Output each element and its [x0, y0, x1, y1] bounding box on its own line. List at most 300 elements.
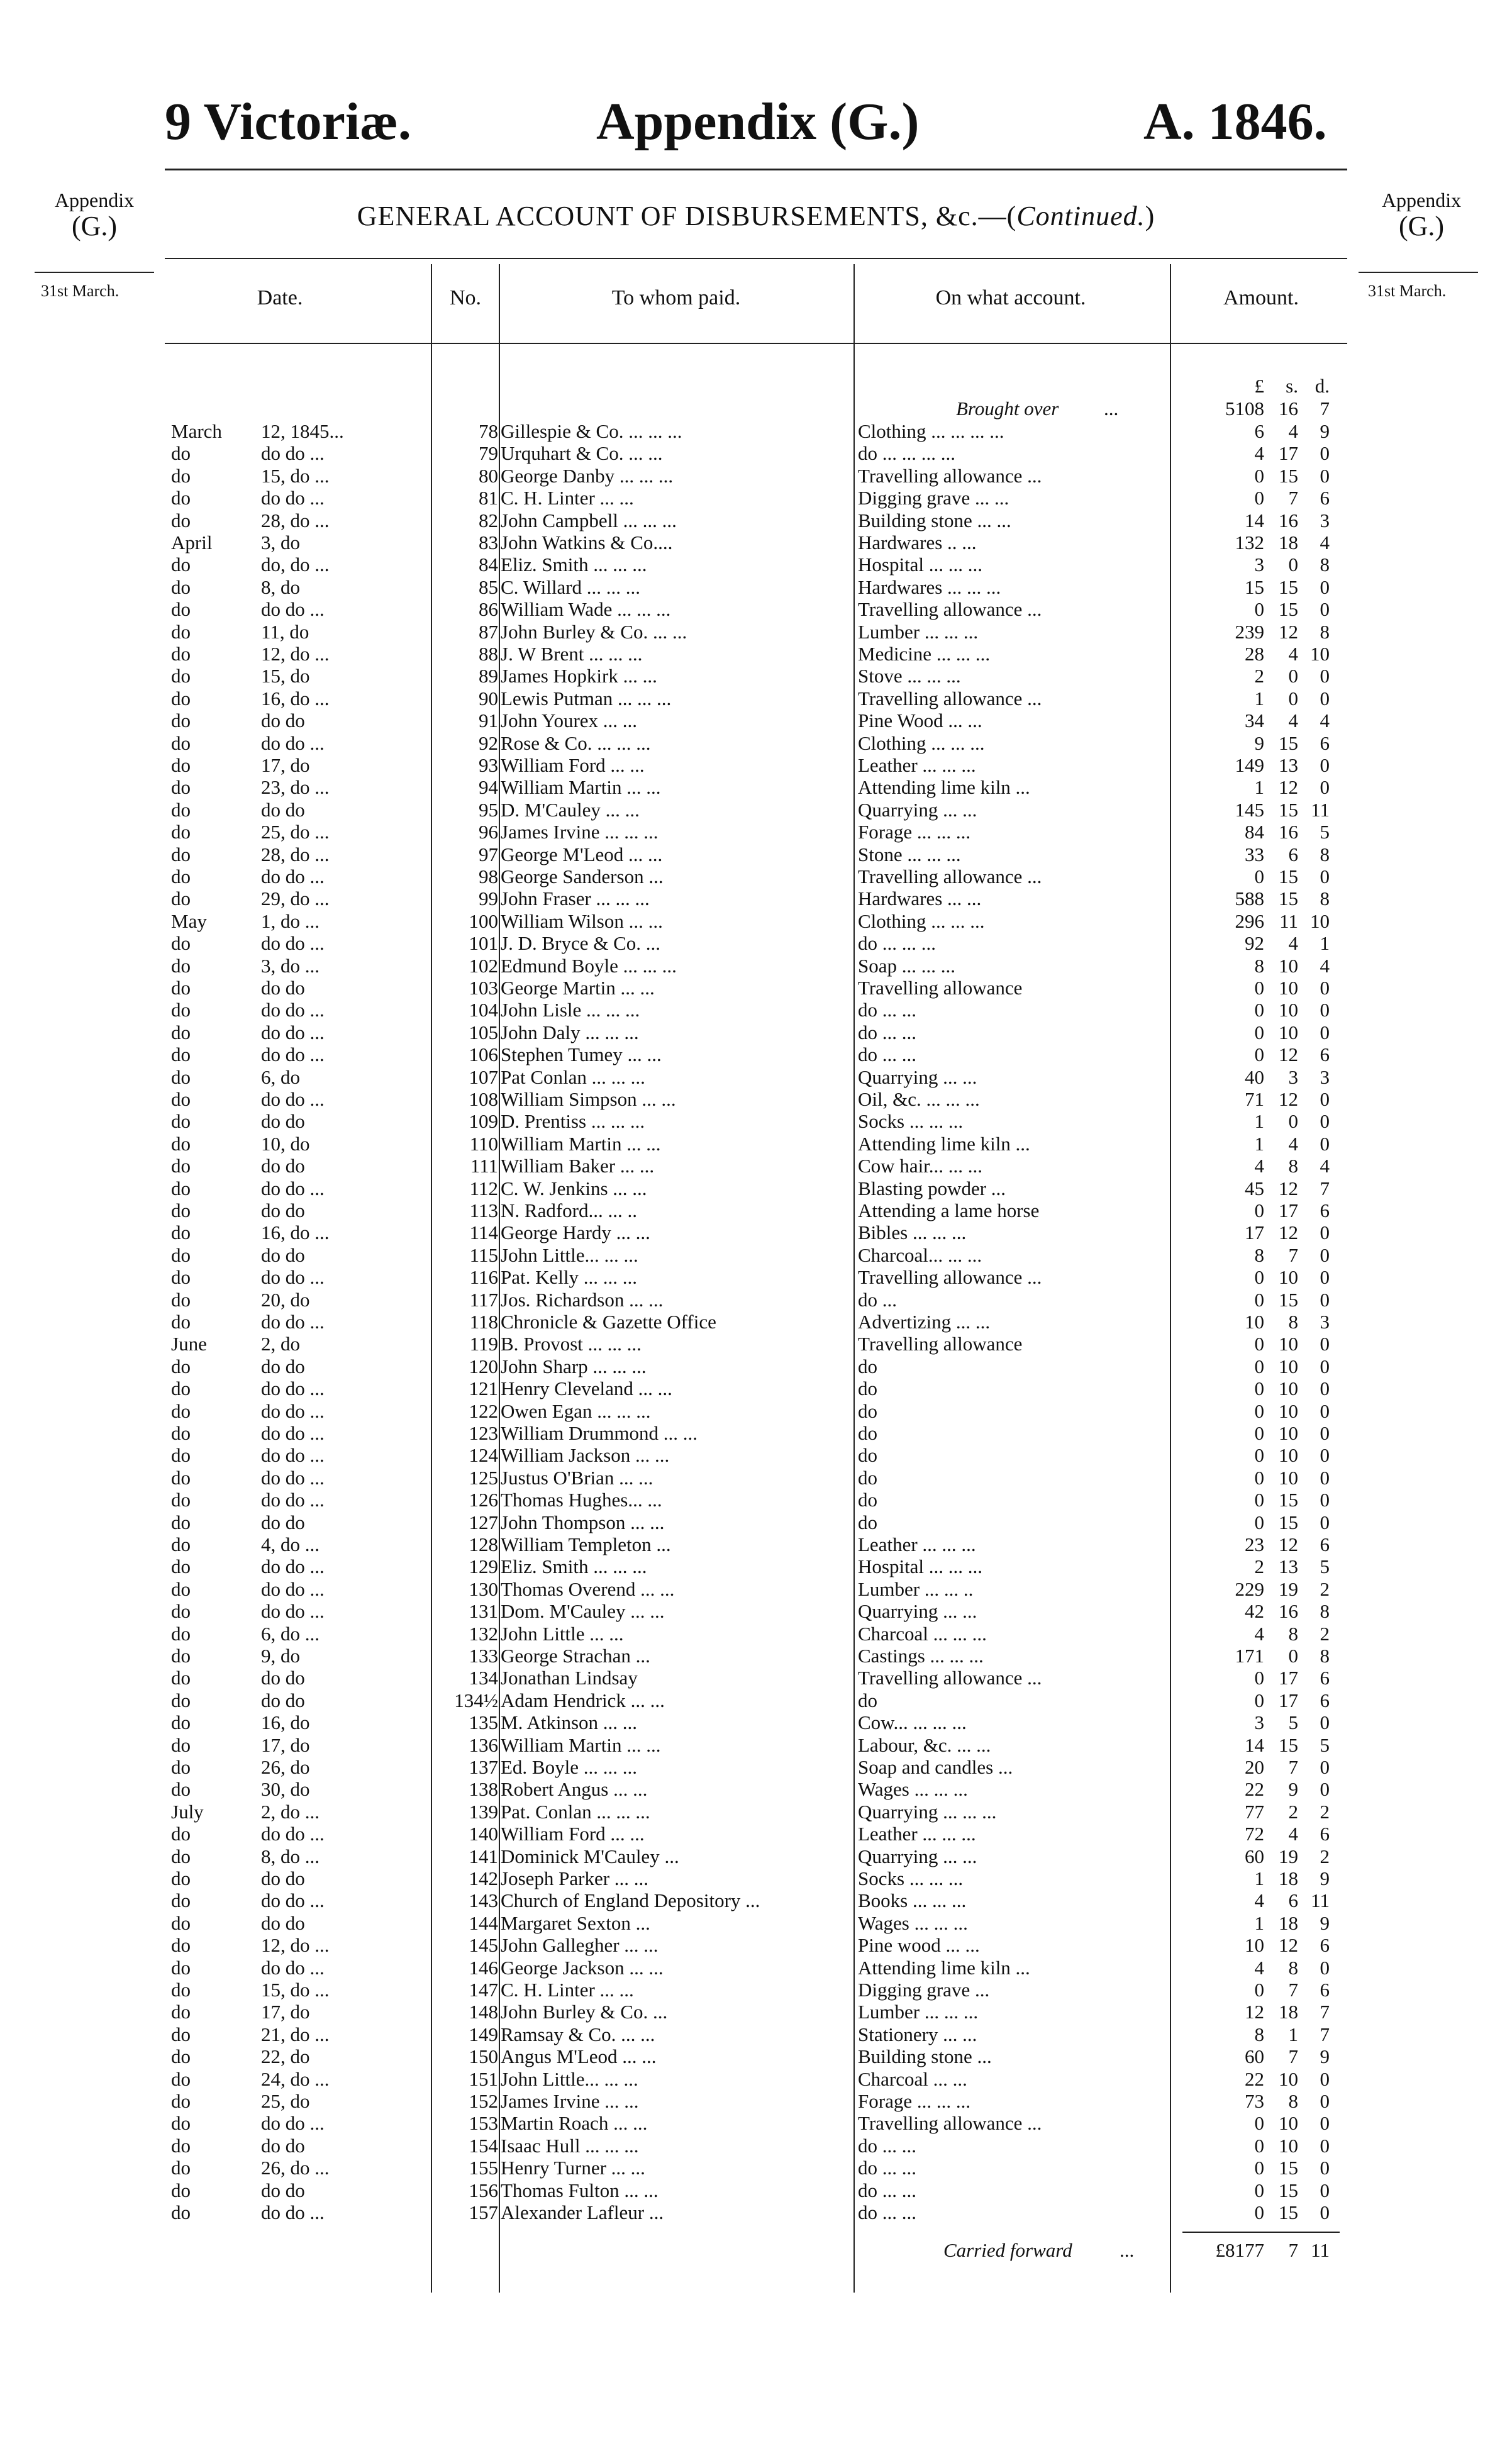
row-month: do	[171, 665, 191, 687]
row-account: do	[858, 1489, 877, 1511]
row-number: 81	[479, 487, 498, 509]
row-payee: William Martin ... ...	[501, 1733, 661, 1756]
row-account: Attending lime kiln ...	[858, 1956, 1030, 1979]
table-row	[0, 821, 1512, 843]
table-row	[0, 1979, 1512, 2001]
row-pence: 0	[1320, 1466, 1330, 1489]
row-pence: 0	[1320, 2090, 1330, 2112]
row-month: do	[171, 1243, 191, 1266]
row-account: Quarrying ... ...	[858, 1065, 977, 1088]
row-account: Charcoal ... ...	[858, 2067, 967, 2090]
row-month: do	[171, 464, 191, 487]
row-shillings: 4	[1288, 932, 1298, 955]
row-pence: 10	[1310, 643, 1330, 665]
table-row	[0, 1934, 1512, 1956]
row-pence: 5	[1320, 821, 1330, 843]
row-number: 140	[469, 1823, 498, 1845]
row-account: Leather ... ... ...	[858, 1533, 976, 1555]
row-number: 142	[469, 1867, 498, 1889]
row-number: 110	[469, 1132, 498, 1155]
row-month: do	[171, 442, 191, 465]
row-day: do do	[261, 2134, 305, 2157]
row-pence: 0	[1320, 1377, 1330, 1400]
row-number: 119	[469, 1333, 498, 1355]
row-account: Bibles ... ... ...	[858, 1221, 967, 1244]
row-pence: 0	[1320, 1756, 1330, 1778]
row-shillings: 4	[1288, 1132, 1298, 1155]
row-account: do ...	[858, 1288, 897, 1311]
row-pounds: 8	[1254, 2023, 1264, 2045]
row-pence: 8	[1320, 1600, 1330, 1623]
row-number: 120	[469, 1355, 498, 1377]
row-payee: James Hopkirk ... ...	[501, 665, 657, 687]
row-month: do	[171, 598, 191, 621]
side-rule-right	[1359, 272, 1478, 273]
row-number: 83	[479, 531, 498, 553]
row-account: Hospital ... ... ...	[858, 1555, 983, 1578]
row-pence: 8	[1320, 887, 1330, 910]
row-day: 15, do	[261, 665, 310, 687]
currency-pence-label: d.	[1315, 375, 1330, 397]
side-date-left: 31st March.	[41, 282, 120, 300]
row-shillings: 7	[1288, 1243, 1298, 1266]
row-account: do ... ... ... ...	[858, 442, 955, 465]
row-pence: 0	[1320, 1110, 1330, 1133]
column-header-amount: Amount.	[1223, 286, 1299, 309]
side-date-right: 31st March.	[1368, 282, 1447, 300]
row-payee: James Irvine ... ...	[501, 2090, 639, 2112]
row-shillings: 18	[1279, 1867, 1298, 1889]
row-payee: Rose & Co. ... ... ...	[501, 731, 651, 754]
row-month: do	[171, 1021, 191, 1043]
row-payee: Eliz. Smith ... ... ...	[501, 553, 647, 576]
table-row	[0, 1889, 1512, 1911]
row-pence: 0	[1320, 977, 1330, 999]
row-payee: C. W. Jenkins ... ...	[501, 1177, 647, 1199]
page-title	[0, 200, 1512, 232]
row-shillings: 19	[1279, 1845, 1298, 1867]
row-day: do do ...	[261, 1088, 325, 1110]
row-shillings: 15	[1279, 575, 1298, 598]
column-header-no: No.	[449, 286, 482, 309]
row-pounds: 0	[1254, 1021, 1264, 1043]
row-pence: 0	[1320, 687, 1330, 709]
row-day: 16, do	[261, 1711, 310, 1734]
row-pence: 2	[1320, 1622, 1330, 1645]
row-pence: 0	[1320, 1288, 1330, 1311]
row-pence: 6	[1320, 1689, 1330, 1711]
row-pence: 0	[1320, 1266, 1330, 1289]
row-number: 125	[469, 1466, 498, 1489]
row-account: do	[858, 1399, 877, 1422]
table-row	[0, 1333, 1512, 1355]
row-number: 89	[479, 665, 498, 687]
table-row	[0, 910, 1512, 932]
row-pence: 6	[1320, 1823, 1330, 1845]
row-pence: 2	[1320, 1800, 1330, 1823]
table-row	[0, 1266, 1512, 1288]
header-rule-bottom	[165, 258, 1347, 259]
header-center-title: Appendix (G.)	[596, 92, 920, 151]
table-row	[0, 999, 1512, 1021]
row-account: do ... ...	[858, 1043, 916, 1066]
row-account: Forage ... ... ...	[858, 821, 971, 843]
row-number: 117	[469, 1288, 498, 1311]
row-month: do	[171, 1221, 191, 1244]
row-pounds: 71	[1245, 1088, 1264, 1110]
row-number: 149	[469, 2023, 498, 2045]
row-pounds: 72	[1245, 1823, 1264, 1845]
row-number: 132	[469, 1622, 498, 1645]
row-pence: 6	[1320, 1934, 1330, 1957]
row-account: Socks ... ... ...	[858, 1867, 964, 1889]
row-number: 106	[469, 1043, 498, 1066]
row-shillings: 10	[1279, 1355, 1298, 1377]
brought-over-label: Brought over	[956, 398, 1059, 420]
row-month: do	[171, 1956, 191, 1979]
row-payee: Justus O'Brian ... ...	[501, 1466, 653, 1489]
row-account: Building stone ...	[858, 2045, 992, 2068]
table-row	[0, 1244, 1512, 1266]
row-shillings: 17	[1279, 1199, 1298, 1221]
table-row	[0, 2179, 1512, 2201]
row-pounds: 229	[1235, 1577, 1264, 1600]
table-row	[0, 754, 1512, 776]
row-pounds: 132	[1235, 531, 1264, 553]
row-pence: 0	[1320, 2157, 1330, 2179]
row-account: Leather ... ... ...	[858, 1823, 976, 1845]
row-number: 150	[469, 2045, 498, 2068]
row-pounds: 0	[1254, 1355, 1264, 1377]
row-shillings: 15	[1279, 598, 1298, 621]
row-number: 129	[469, 1555, 498, 1578]
row-month: do	[171, 1355, 191, 1377]
row-payee: D. M'Cauley ... ...	[501, 798, 640, 821]
brought-over-shillings: 16	[1279, 398, 1298, 420]
row-pounds: 0	[1254, 1377, 1264, 1400]
table-row	[0, 1422, 1512, 1444]
row-pounds: 10	[1245, 1934, 1264, 1957]
row-month: do	[171, 2134, 191, 2157]
row-month: do	[171, 1911, 191, 1934]
row-account: Hospital ... ... ...	[858, 553, 983, 576]
row-payee: John Yourex ... ...	[501, 709, 638, 732]
row-account: Forage ... ... ...	[858, 2090, 971, 2112]
row-shillings: 4	[1288, 643, 1298, 665]
row-month: do	[171, 1399, 191, 1422]
row-account: Castings ... ... ...	[858, 1645, 984, 1667]
row-month: do	[171, 821, 191, 843]
row-shillings: 17	[1279, 1667, 1298, 1689]
row-shillings: 10	[1279, 1422, 1298, 1444]
row-pence: 0	[1320, 1444, 1330, 1467]
currency-shillings-label: s.	[1286, 375, 1298, 397]
row-shillings: 12	[1279, 1221, 1298, 1244]
row-day: do do ...	[261, 487, 325, 509]
row-pence: 0	[1320, 2112, 1330, 2135]
page-title-continued: Continued.	[1016, 201, 1145, 231]
row-number: 131	[469, 1600, 498, 1623]
row-account: Digging grave ...	[858, 1979, 990, 2001]
table-row	[0, 665, 1512, 687]
row-day: 25, do	[261, 2090, 310, 2112]
row-pounds: 15	[1245, 575, 1264, 598]
row-account: Oil, &c. ... ... ...	[858, 1088, 980, 1110]
row-day: do do ...	[261, 1021, 325, 1043]
row-payee: D. Prentiss ... ... ...	[501, 1110, 645, 1133]
row-payee: Thomas Hughes... ...	[501, 1489, 662, 1511]
row-account: Medicine ... ... ...	[858, 643, 991, 665]
row-pence: 7	[1320, 2023, 1330, 2045]
row-account: do	[858, 1466, 877, 1489]
row-shillings: 12	[1279, 1934, 1298, 1957]
column-header-account: On what account.	[935, 286, 1086, 309]
row-shillings: 10	[1279, 977, 1298, 999]
row-number: 151	[469, 2067, 498, 2090]
row-pence: 0	[1320, 575, 1330, 598]
row-pence: 0	[1320, 665, 1330, 687]
row-pounds: 0	[1254, 999, 1264, 1021]
brought-over-pence: 7	[1320, 398, 1330, 420]
row-payee: John Thompson ... ...	[501, 1511, 665, 1533]
row-pounds: 0	[1254, 1667, 1264, 1689]
row-pence: 6	[1320, 1667, 1330, 1689]
row-shillings: 8	[1288, 1311, 1298, 1333]
row-number: 145	[469, 1934, 498, 1957]
row-pence: 0	[1320, 2201, 1330, 2223]
row-pounds: 60	[1245, 2045, 1264, 2068]
row-payee: William Drummond ... ...	[501, 1422, 698, 1444]
row-day: 12, 1845...	[261, 420, 344, 442]
row-pounds: 4	[1254, 442, 1264, 465]
row-payee: Thomas Overend ... ...	[501, 1577, 675, 1600]
row-month: do	[171, 1110, 191, 1133]
table-row	[0, 576, 1512, 598]
row-pounds: 0	[1254, 1979, 1264, 2001]
table-row	[0, 2001, 1512, 2023]
row-pence: 6	[1320, 1043, 1330, 1066]
row-pounds: 0	[1254, 1199, 1264, 1221]
row-pence: 8	[1320, 1645, 1330, 1667]
row-payee: William Simpson ... ...	[501, 1088, 676, 1110]
row-number: 155	[469, 2157, 498, 2179]
row-pence: 0	[1320, 1711, 1330, 1734]
row-account: do	[858, 1444, 877, 1467]
row-shillings: 10	[1279, 1444, 1298, 1467]
row-pounds: 42	[1245, 1600, 1264, 1623]
row-pence: 2	[1320, 1577, 1330, 1600]
table-row	[0, 1689, 1512, 1711]
row-account: Labour, &c. ... ...	[858, 1733, 991, 1756]
row-account: do ... ...	[858, 2201, 916, 2223]
row-pounds: 9	[1254, 731, 1264, 754]
row-account: Socks ... ... ...	[858, 1110, 964, 1133]
row-day: do do	[261, 1689, 305, 1711]
row-shillings: 5	[1288, 1711, 1298, 1734]
table-row	[0, 1400, 1512, 1422]
row-month: do	[171, 1979, 191, 2001]
row-pence: 0	[1320, 1511, 1330, 1533]
row-day: 2, do	[261, 1333, 300, 1355]
row-payee: Henry Cleveland ... ...	[501, 1377, 672, 1400]
row-pounds: 1	[1254, 1110, 1264, 1133]
row-day: 3, do ...	[261, 954, 320, 977]
carried-forward-label: Carried forward	[943, 2239, 1072, 2261]
row-pence: 6	[1320, 1979, 1330, 2001]
row-pounds: 0	[1254, 598, 1264, 621]
row-shillings: 15	[1279, 2157, 1298, 2179]
row-day: 21, do ...	[261, 2023, 330, 2045]
row-month: do	[171, 1155, 191, 1177]
row-pounds: 0	[1254, 2179, 1264, 2201]
row-month: April	[171, 531, 213, 553]
row-pence: 6	[1320, 731, 1330, 754]
row-shillings: 15	[1279, 464, 1298, 487]
row-pence: 0	[1320, 1956, 1330, 1979]
table-row	[0, 1177, 1512, 1199]
row-day: 17, do	[261, 1733, 310, 1756]
row-shillings: 10	[1279, 2067, 1298, 2090]
row-pounds: 0	[1254, 464, 1264, 487]
row-month: do	[171, 2001, 191, 2023]
row-account: Travelling allowance ...	[858, 2112, 1042, 2135]
row-day: 29, do ...	[261, 887, 330, 910]
row-shillings: 4	[1288, 709, 1298, 732]
row-shillings: 8	[1288, 2090, 1298, 2112]
row-day: 10, do	[261, 1132, 310, 1155]
row-month: do	[171, 1689, 191, 1711]
row-pounds: 0	[1254, 2112, 1264, 2135]
column-header-payee: To whom paid.	[611, 286, 741, 309]
row-month: do	[171, 954, 191, 977]
row-day: 22, do	[261, 2045, 310, 2068]
row-pounds: 2	[1254, 1555, 1264, 1578]
row-month: do	[171, 843, 191, 865]
row-pounds: 45	[1245, 1177, 1264, 1199]
row-pence: 4	[1320, 1155, 1330, 1177]
row-number: 146	[469, 1956, 498, 1979]
table-row	[0, 1444, 1512, 1466]
row-pence: 3	[1320, 1311, 1330, 1333]
table-row	[0, 1467, 1512, 1489]
row-month: do	[171, 1645, 191, 1667]
row-month: July	[171, 1800, 204, 1823]
row-shillings: 18	[1279, 1911, 1298, 1934]
side-letter-right: (G.)	[1398, 211, 1445, 242]
row-payee: Dom. M'Cauley ... ...	[501, 1600, 665, 1623]
row-month: March	[171, 420, 222, 442]
row-pounds: 588	[1235, 887, 1264, 910]
row-account: Advertizing ... ...	[858, 1311, 991, 1333]
row-account: Lumber ... ... ...	[858, 2001, 979, 2023]
side-label-left: Appendix	[54, 189, 135, 211]
row-pounds: 0	[1254, 1422, 1264, 1444]
row-pence: 9	[1320, 1911, 1330, 1934]
row-payee: George Martin ... ...	[501, 977, 655, 999]
row-number: 122	[469, 1399, 498, 1422]
currency-pounds-label: £	[1254, 375, 1264, 397]
row-day: do do ...	[261, 1444, 325, 1467]
table-row	[0, 2023, 1512, 2045]
row-day: 28, do ...	[261, 509, 330, 531]
table-row	[0, 955, 1512, 977]
row-day: 2, do ...	[261, 1800, 320, 1823]
row-number: 134	[469, 1667, 498, 1689]
row-pounds: 1	[1254, 687, 1264, 709]
row-month: do	[171, 731, 191, 754]
table-row	[0, 1667, 1512, 1689]
row-day: do do ...	[261, 1177, 325, 1199]
row-number: 86	[479, 598, 498, 621]
row-pounds: 0	[1254, 2157, 1264, 2179]
row-month: do	[171, 1177, 191, 1199]
row-payee: Owen Egan ... ... ...	[501, 1399, 651, 1422]
row-number: 138	[469, 1778, 498, 1801]
row-day: 6, do ...	[261, 1622, 320, 1645]
row-number: 84	[479, 553, 498, 576]
table-row	[0, 1957, 1512, 1979]
row-month: do	[171, 1288, 191, 1311]
row-shillings: 3	[1288, 1065, 1298, 1088]
row-account: do ... ...	[858, 2134, 916, 2157]
row-month: do	[171, 2201, 191, 2223]
row-number: 113	[469, 1199, 498, 1221]
row-pounds: 60	[1245, 1845, 1264, 1867]
row-month: do	[171, 1422, 191, 1444]
table-row	[0, 1043, 1512, 1065]
row-month: May	[171, 909, 207, 932]
row-shillings: 15	[1279, 887, 1298, 910]
row-pounds: 8	[1254, 954, 1264, 977]
row-shillings: 10	[1279, 954, 1298, 977]
row-number: 116	[469, 1266, 498, 1289]
row-payee: William Baker ... ...	[501, 1155, 655, 1177]
row-pence: 7	[1320, 2001, 1330, 2023]
row-payee: Pat. Conlan ... ... ...	[501, 1800, 650, 1823]
table-row	[0, 1489, 1512, 1511]
row-account: Pine Wood ... ...	[858, 709, 982, 732]
row-day: do do	[261, 1911, 305, 1934]
row-month: do	[171, 999, 191, 1021]
row-account: Travelling allowance ...	[858, 464, 1042, 487]
row-pence: 0	[1320, 2067, 1330, 2090]
row-payee: John Burley & Co. ...	[501, 2001, 668, 2023]
row-month: do	[171, 2090, 191, 2112]
row-day: 12, do ...	[261, 1934, 330, 1957]
row-shillings: 10	[1279, 2134, 1298, 2157]
row-number: 79	[479, 442, 498, 465]
row-month: do	[171, 1667, 191, 1689]
row-shillings: 10	[1279, 1399, 1298, 1422]
row-day: do do ...	[261, 1043, 325, 1066]
row-day: do do	[261, 1667, 305, 1689]
row-number: 118	[469, 1311, 498, 1333]
row-payee: Angus M'Leod ... ...	[501, 2045, 657, 2068]
row-account: Travelling allowance ...	[858, 1266, 1042, 1289]
row-pounds: 0	[1254, 1399, 1264, 1422]
table-row	[0, 2112, 1512, 2134]
table-row	[0, 1845, 1512, 1867]
row-shillings: 0	[1288, 1645, 1298, 1667]
row-day: do do	[261, 1867, 305, 1889]
row-payee: M. Atkinson ... ...	[501, 1711, 638, 1734]
row-account: Travelling allowance ...	[858, 598, 1042, 621]
row-account: Hardwares ... ... ...	[858, 575, 1001, 598]
table-row	[0, 1734, 1512, 1756]
row-shillings: 7	[1288, 1979, 1298, 2001]
table-row	[0, 1555, 1512, 1577]
row-payee: C. H. Linter ... ...	[501, 487, 634, 509]
